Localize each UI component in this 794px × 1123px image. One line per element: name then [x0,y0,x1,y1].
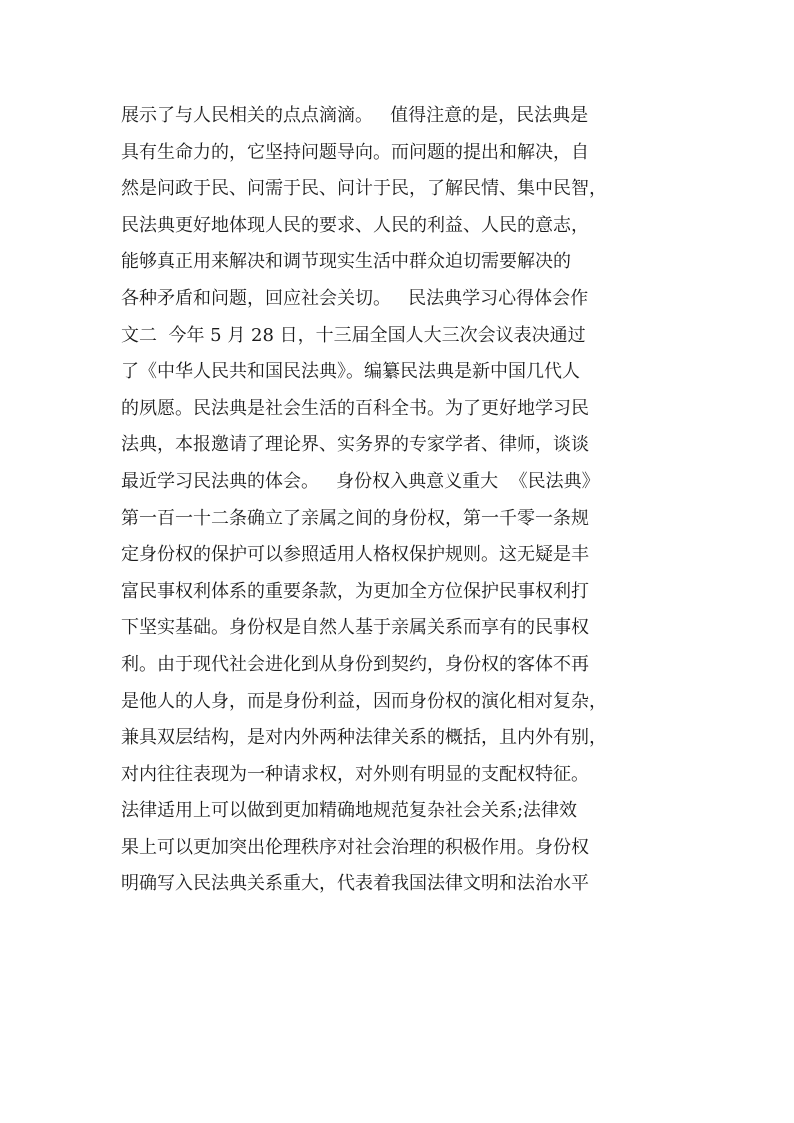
text-line: 能够真正用来解决和调节现实生活中群众迫切需要解决的 [121,251,571,273]
text-line: 法律适用上可以做到更加精确地规范复杂社会关系;法律效 [121,800,578,822]
text-line: 果上可以更加突出伦理秩序对社会治理的积极作用。身份权 [121,836,589,858]
text-line: 富民事权利体系的重要条款，为更加全方位保护民事权利打 [121,580,589,602]
text-line: 展示了与人民相关的点点滴滴。 值得注意的是，民法典是 [121,105,589,126]
text-line: 明确写入民法典关系重大，代表着我国法律文明和法治水平 [121,873,589,895]
body-text [121,98,679,903]
text-line: 利。由于现代社会进化到从身份到契约，身份权的客体不再 [121,653,589,675]
text-line: 具有生命力的，它坚持问题导向。而问题的提出和解决，自 [121,141,589,163]
text-line: 对内往往表现为一种请求权，对外则有明显的支配权特征。 [121,763,589,785]
text-line: 民法典更好地体现人民的要求、人民的利益、人民的意志， [121,214,589,236]
text-line: 是他人的人身，而是身份利益，因而身份权的演化相对复杂， [121,690,607,712]
text-line: 法典，本报邀请了理论界、实务界的专家学者、律师，谈谈 [121,434,589,456]
text-line: 的夙愿。民法典是社会生活的百科全书。为了更好地学习民 [121,397,589,419]
text-line: 定身份权的保护可以参照适用人格权保护规则。这无疑是丰 [121,544,589,566]
text-line: 最近学习民法典的体会。 身份权入典意义重大 《民法典》 [121,470,600,492]
text-line: 第一百一十二条确立了亲属之间的身份权，第一千零一条规 [121,507,589,529]
text-line: 然是问政于民、问需于民、问计于民，了解民情、集中民智， [121,178,607,200]
text-line: 文二 今年 5 月 28 日，十三届全国人大三次会议表决通过 [121,324,586,346]
text-line: 兼具双层结构，是对内外两种法律关系的概括，且内外有别， [121,727,607,749]
text-line: 了《中华人民共和国民法典》。编纂民法典是新中国几代人 [121,361,580,383]
text-line: 下坚实基础。身份权是自然人基于亲属关系而享有的民事权 [121,617,589,639]
text-line: 各种矛盾和问题，回应社会关切。 民法典学习心得体会作 [121,287,589,309]
